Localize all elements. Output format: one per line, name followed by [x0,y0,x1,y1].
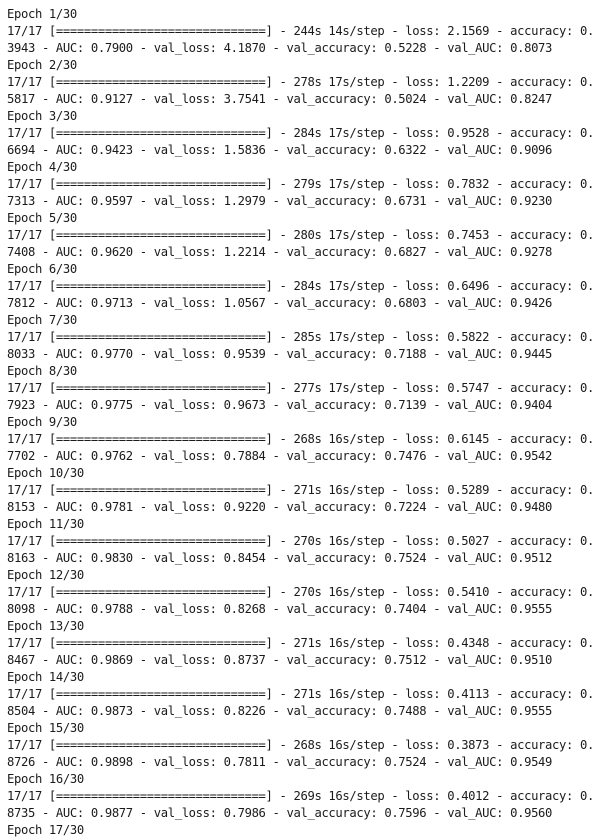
epoch-metrics-line: 8153 - AUC: 0.9781 - val_loss: 0.9220 - val_accuracy: 0.7224 - val_AUC: 0.9480 [7,500,553,514]
epoch-metrics-line: 7313 - AUC: 0.9597 - val_loss: 1.2979 - val_accuracy: 0.6731 - val_AUC: 0.9230 [7,194,553,208]
epoch-header: Epoch 15/30 [7,721,84,735]
epoch-header: Epoch 12/30 [7,568,84,582]
epoch-progress-line: 17/17 [==============================] - 271s 16s/step - loss: 0.4113 - accuracy: 0. [7,687,594,701]
epoch-progress-line: 17/17 [==============================] - 284s 17s/step - loss: 0.6496 - accuracy: 0. [7,279,594,293]
epoch-header: Epoch 6/30 [7,262,77,276]
epoch-metrics-line: 8098 - AUC: 0.9788 - val_loss: 0.8268 - val_accuracy: 0.7404 - val_AUC: 0.9555 [7,602,553,616]
epoch-header: Epoch 7/30 [7,313,77,327]
epoch-progress-line: 17/17 [==============================] - 277s 17s/step - loss: 0.5747 - accuracy: 0. [7,381,594,395]
epoch-progress-line: 17/17 [==============================] - 271s 16s/step - loss: 0.5289 - accuracy: 0. [7,483,594,497]
epoch-header: Epoch 13/30 [7,619,84,633]
epoch-progress-line: 17/17 [==============================] - 280s 17s/step - loss: 0.7453 - accuracy: 0. [7,228,594,242]
epoch-metrics-line: 8163 - AUC: 0.9830 - val_loss: 0.8454 - val_accuracy: 0.7524 - val_AUC: 0.9512 [7,551,553,565]
epoch-progress-line: 17/17 [==============================] - 268s 16s/step - loss: 0.6145 - accuracy: 0. [7,432,594,446]
epoch-header: Epoch 8/30 [7,364,77,378]
epoch-metrics-line: 7812 - AUC: 0.9713 - val_loss: 1.0567 - val_accuracy: 0.6803 - val_AUC: 0.9426 [7,296,553,310]
epoch-metrics-line: 3943 - AUC: 0.7900 - val_loss: 4.1870 - val_accuracy: 0.5228 - val_AUC: 0.8073 [7,41,553,55]
epoch-progress-line: 17/17 [==============================] - 285s 17s/step - loss: 0.5822 - accuracy: 0. [7,330,594,344]
epoch-progress-line: 17/17 [==============================] - 270s 16s/step - loss: 0.5410 - accuracy: 0. [7,585,594,599]
epoch-progress-line: 17/17 [==============================] - 269s 16s/step - loss: 0.4012 - accuracy: 0. [7,789,594,803]
epoch-header: Epoch 4/30 [7,160,77,174]
epoch-header: Epoch 5/30 [7,211,77,225]
epoch-progress-line: 17/17 [==============================] - 271s 16s/step - loss: 0.4348 - accuracy: 0. [7,636,594,650]
epoch-metrics-line: 8726 - AUC: 0.9898 - val_loss: 0.7811 - val_accuracy: 0.7524 - val_AUC: 0.9549 [7,755,553,769]
epoch-progress-line: 17/17 [==============================] - 278s 17s/step - loss: 1.2209 - accuracy: 0. [7,75,594,89]
epoch-progress-line: 17/17 [==============================] - 270s 16s/step - loss: 0.5027 - accuracy: 0. [7,534,594,548]
epoch-progress-line: 17/17 [==============================] - 279s 17s/step - loss: 0.7832 - accuracy: 0. [7,177,594,191]
epoch-header-partial: Epoch 17/30 [7,823,84,837]
epoch-metrics-line: 8735 - AUC: 0.9877 - val_loss: 0.7986 - val_accuracy: 0.7596 - val_AUC: 0.9560 [7,806,553,820]
epoch-metrics-line: 8467 - AUC: 0.9869 - val_loss: 0.8737 - val_accuracy: 0.7512 - val_AUC: 0.9510 [7,653,553,667]
epoch-progress-line: 17/17 [==============================] - 284s 17s/step - loss: 0.9528 - accuracy: 0. [7,126,594,140]
epoch-header: Epoch 14/30 [7,670,84,684]
epoch-header: Epoch 9/30 [7,415,77,429]
epoch-header: Epoch 3/30 [7,109,77,123]
epoch-header: Epoch 11/30 [7,517,84,531]
epoch-metrics-line: 5817 - AUC: 0.9127 - val_loss: 3.7541 - val_accuracy: 0.5024 - val_AUC: 0.8247 [7,92,553,106]
epoch-header: Epoch 16/30 [7,772,84,786]
epoch-metrics-line: 7702 - AUC: 0.9762 - val_loss: 0.7884 - val_accuracy: 0.7476 - val_AUC: 0.9542 [7,449,553,463]
epoch-metrics-line: 6694 - AUC: 0.9423 - val_loss: 1.5836 - val_accuracy: 0.6322 - val_AUC: 0.9096 [7,143,553,157]
epoch-header: Epoch 10/30 [7,466,84,480]
epoch-metrics-line: 7408 - AUC: 0.9620 - val_loss: 1.2214 - val_accuracy: 0.6827 - val_AUC: 0.9278 [7,245,553,259]
epoch-metrics-line: 8033 - AUC: 0.9770 - val_loss: 0.9539 - val_accuracy: 0.7188 - val_AUC: 0.9445 [7,347,553,361]
epoch-progress-line: 17/17 [==============================] - 244s 14s/step - loss: 2.1569 - accuracy: 0. [7,24,594,38]
epoch-metrics-line: 8504 - AUC: 0.9873 - val_loss: 0.8226 - val_accuracy: 0.7488 - val_AUC: 0.9555 [7,704,553,718]
log-lines [7,6,601,839]
epoch-progress-line: 17/17 [==============================] - 268s 16s/step - loss: 0.3873 - accuracy: 0. [7,738,594,752]
epoch-metrics-line: 7923 - AUC: 0.9775 - val_loss: 0.9673 - val_accuracy: 0.7139 - val_AUC: 0.9404 [7,398,553,412]
epoch-header: Epoch 1/30 [7,7,77,21]
epoch-header: Epoch 2/30 [7,58,77,72]
